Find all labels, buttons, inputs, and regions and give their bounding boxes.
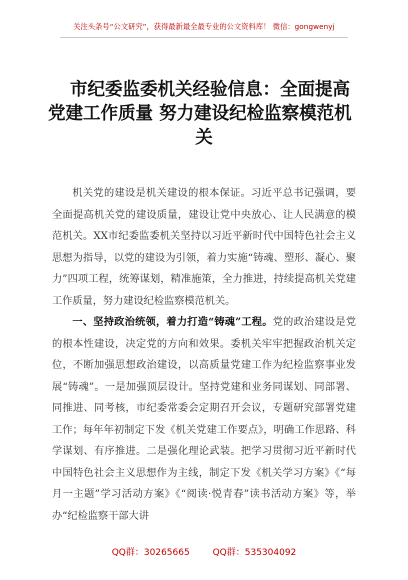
paragraph-2-body: 党的政治建设是党的根本性建设，决定党的方向和效果。委机关牢牢把握政治机关定位，不断加强思想政治建设，以高质量党建工作为纪检监察事业发展“铸魂”。一是加强顶层设计。坚持党建和业务同谋划、同部署、同推进、同考核，市纪委常委会定期召开会议，专题研究部署党建工作；每年年初制定下发《机关党建工作要点》，明确工作思路、科学谋划、有序推进。二是强化理论武装。把学习贯彻习近平新时代中国特色社会主义思想作为主线，制定下发《机关学习方案》《“每月一主题”学习活动方案》《“阅读·悦青春”读书活动方案》等，举办“纪检监察干部大讲: [52, 317, 357, 522]
footer-qq-group-1: QQ群：30265665: [111, 548, 190, 558]
header-divider: [60, 37, 348, 38]
header-banner: 关注头条号“公文研究”，获得最新最全最专业的公文资料库！ 微信：gongwenyj: [73, 22, 335, 31]
document-title: [40, 78, 368, 150]
document-body: [52, 183, 356, 527]
title-line-3: 关: [195, 128, 213, 148]
footer-qq-group-2: QQ群：535304092: [212, 548, 297, 558]
paragraph-2: [52, 312, 356, 527]
title-line-2: 党建工作质量 努力建设纪检监察模范机: [48, 104, 352, 124]
footer-banner: [0, 545, 408, 558]
section-heading-1: 一、坚持政治统领，着力打造“铸魂”工程。: [72, 316, 273, 328]
paragraph-1: 机关党的建设是机关建设的根本保证。习近平总书记强调，要全面提高机关党的建设质量，建设让党中央放心、让人民满意的模范机关。XX市纪委监委机关坚持以习近平新时代中国特色社会主义思想为指导，以党的建设为引领，着力实施“铸魂、塑形、凝心、聚力”四项工程，统筹谋划，精准施策，全力推进，持续提高机关党建工作质量，努力建设纪检监察模范机关。: [52, 188, 356, 307]
title-line-1: 市纪委监委机关经验信息：全面提高: [70, 80, 350, 100]
